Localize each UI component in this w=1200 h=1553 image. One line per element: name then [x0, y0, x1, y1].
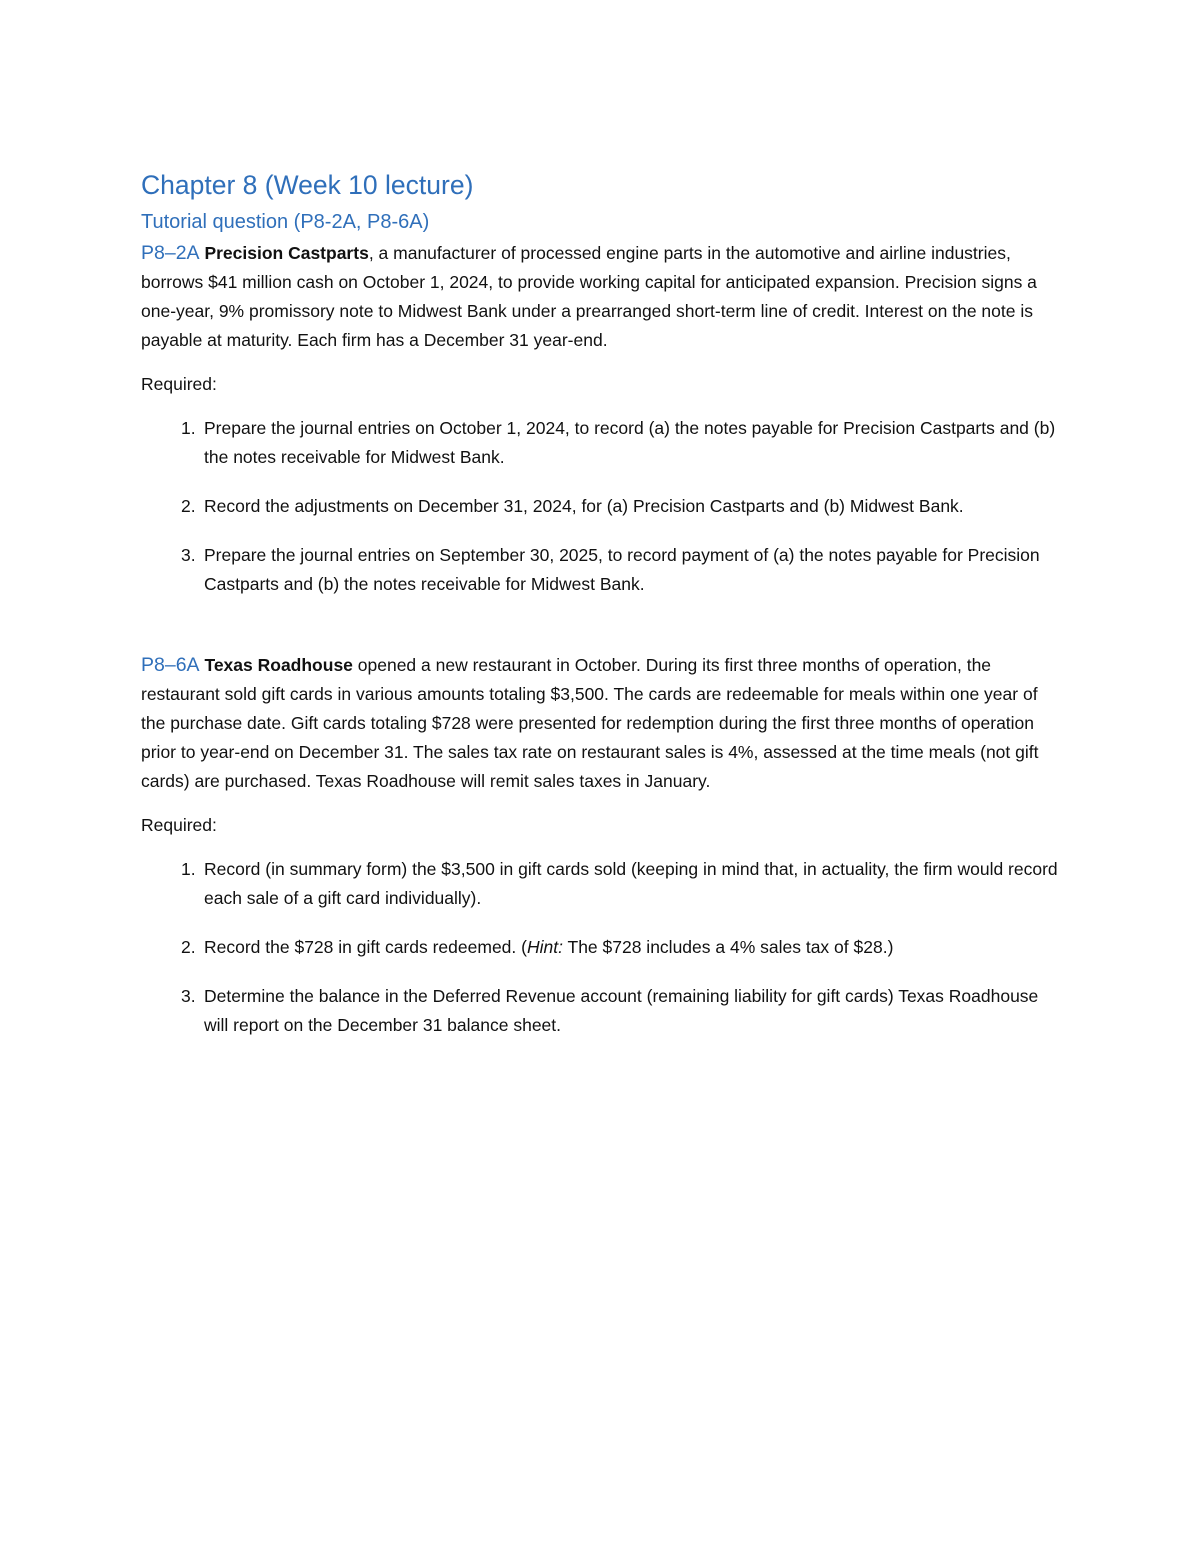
requirement-text: Determine the balance in the Deferred Revenue account (remaining liability for gift cards) Texas Roadhouse will report on the December 31 balance sheet. — [204, 986, 1039, 1035]
section-title: Tutorial question (P8-2A, P8-6A) — [141, 211, 430, 233]
list-number: 1. — [181, 418, 196, 438]
chapter-title: Chapter 8 (Week 10 lecture) — [141, 170, 474, 200]
list-item — [141, 414, 1061, 472]
list-number: 1. — [181, 859, 196, 879]
hint-label: Hint: — [526, 937, 563, 957]
problem-statement — [141, 239, 1061, 355]
requirement-text: Prepare the journal entries on September 30, 2025, to record payment of (a) the notes payable for Precision Castparts and (b) the notes receivable for Midwest Bank. — [204, 545, 1040, 594]
document-page — [141, 168, 1061, 1060]
requirements-list — [141, 855, 1061, 1040]
list-number: 2. — [181, 937, 196, 957]
problem-id: P8–2A — [141, 242, 200, 264]
list-item — [141, 541, 1061, 599]
company-name: Precision Castparts — [204, 243, 369, 263]
problem-statement — [141, 651, 1061, 796]
list-item — [141, 982, 1061, 1040]
problem-p8-6a — [141, 651, 1061, 1040]
company-name: Texas Roadhouse — [204, 655, 353, 675]
list-item — [141, 855, 1061, 913]
problem-text: opened a new restaurant in October. During its first three months of operation, the restaurant sold gift cards in various amounts totaling $3,500. The cards are redeemable for meals within one year of the purchase date. Gift cards totaling $728 were presented for redemption during the first three months of operation prior to year-end on December 31. The sales tax rate on restaurant sales is 4%, assessed at the time meals (not gift cards) are purchased. Texas Roadhouse will remit sales taxes in January. — [141, 655, 1039, 791]
problem-p8-2a — [141, 239, 1061, 599]
problem-id: P8–6A — [141, 654, 200, 676]
list-number: 2. — [181, 496, 196, 516]
list-item — [141, 933, 1061, 962]
requirement-text: Prepare the journal entries on October 1, 2024, to record (a) the notes payable for Precision Castparts and (b) the notes receivable for Midwest Bank. — [204, 418, 1056, 467]
requirement-text-post: The $728 includes a 4% sales tax of $28.) — [562, 937, 894, 957]
required-label: Required: — [141, 815, 217, 835]
requirement-text: Record the adjustments on December 31, 2024, for (a) Precision Castparts and (b) Midwest Bank. — [204, 496, 964, 516]
problem-text: , a manufacturer of processed engine parts in the automotive and airline industries, borrows $41 million cash on October 1, 2024, to provide working capital for anticipated expansion. Precision signs a one-year, 9% promissory note to Midwest Bank under a prearranged short-term line of credit. Interest on the note is payable at maturity. Each firm has a December 31 year-end. — [141, 243, 1037, 350]
requirement-text: Record (in summary form) the $3,500 in gift cards sold (keeping in mind that, in actuality, the firm would record each sale of a gift card individually). — [204, 859, 1058, 908]
requirement-text-pre: Record the $728 in gift cards redeemed. ( — [204, 937, 527, 957]
required-label: Required: — [141, 374, 217, 394]
requirements-list — [141, 414, 1061, 599]
list-item — [141, 492, 1061, 521]
list-number: 3. — [181, 986, 196, 1006]
list-number: 3. — [181, 545, 196, 565]
